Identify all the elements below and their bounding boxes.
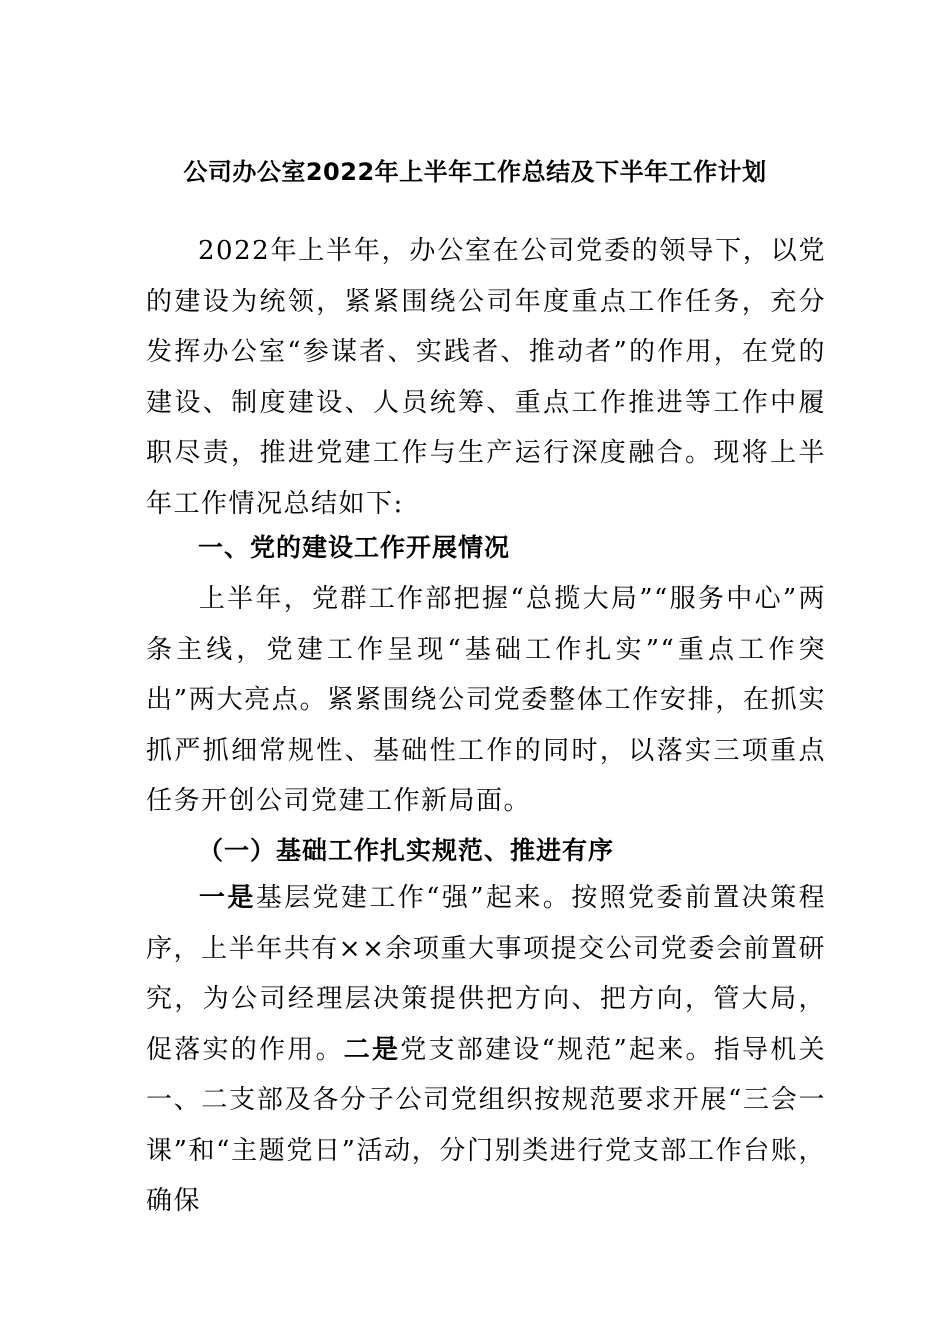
lead-label-second: 二是 bbox=[343, 1034, 401, 1065]
section-heading-party-building: 一、党的建设工作开展情况 bbox=[198, 533, 511, 562]
subsection-paragraph bbox=[146, 873, 826, 1227]
subsection-heading-basic-work: （一）基础工作扎实规范、推进有序 bbox=[198, 836, 615, 865]
section-paragraph-text: 上半年，党群工作部把握“总揽大局”“服务中心”两条主线，党建工作呈现“基础工作扎实”“重点工作突出”两大亮点。紧紧围绕公司党委整体工作安排，在抓实抓严抓细常规性、基础性工作的同时，以落实三项重点任务开创公司党建工作新局面。 bbox=[146, 584, 826, 816]
point-text-first: 基层党建工作“强”起来。按照党委前置决策程序，上半年共有××余项重大事项提交公司党委会前置研究，为公司经理层决策提供把方向、把方向，管大局，促落实的作用。 bbox=[146, 883, 826, 1065]
intro-paragraph bbox=[146, 226, 826, 529]
lead-label-first: 一是 bbox=[198, 883, 256, 913]
document-title: 公司办公室2022年上半年工作总结及下半年工作计划 bbox=[183, 158, 767, 186]
section-paragraph bbox=[146, 574, 826, 827]
point-text-second: 党支部建设“规范”起来。指导机关一、二支部及各分子公司党组织按规范要求开展“三会一课”和“主题党日”活动，分门别类进行党支部工作台账，确保 bbox=[146, 1034, 826, 1216]
intro-text: 2022年上半年，办公室在公司党委的领导下，以党的建设为统领，紧紧围绕公司年度重点工作任务，充分发挥办公室“参谋者、实践者、推动者”的作用，在党的建设、制度建设、人员统筹、重点工作推进等工作中履职尽责，推进党建工作与生产运行深度融合。现将上半年工作情况总结如下: bbox=[146, 236, 826, 519]
